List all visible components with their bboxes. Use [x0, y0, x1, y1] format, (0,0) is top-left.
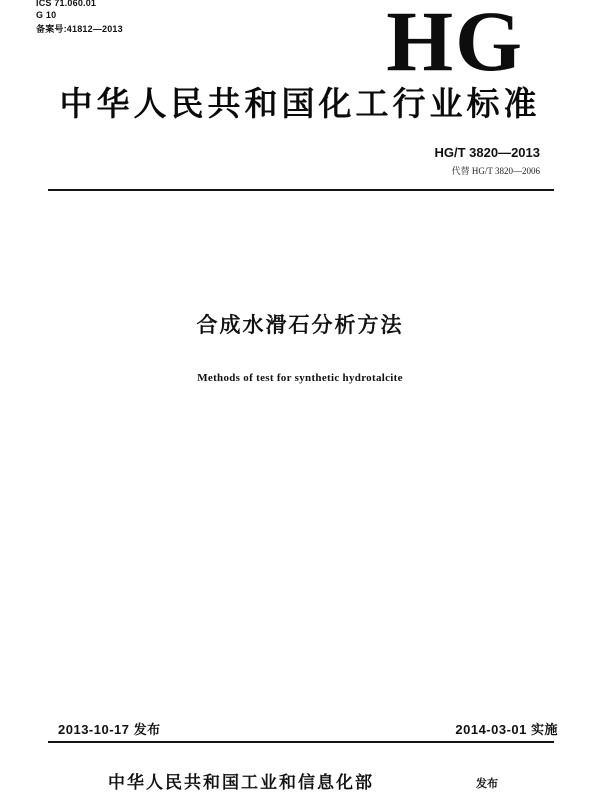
publisher-name: 中华人民共和国工业和信息化部 — [108, 773, 374, 793]
publish-label: 发布 — [476, 777, 498, 790]
record-number: 备案号:41812—2013 — [36, 24, 123, 34]
bottom-divider — [48, 741, 554, 743]
standard-number: HG/T 3820—2013 — [434, 145, 540, 160]
top-divider — [48, 189, 554, 191]
replaces-standard: 代替 HG/T 3820—2006 — [451, 166, 540, 176]
document-title-chinese: 合成水滑石分析方法 — [196, 313, 404, 337]
classification-code: G 10 — [36, 10, 57, 20]
effective-date: 2014-03-01 实施 — [455, 722, 558, 737]
issue-date: 2013-10-17 发布 — [58, 722, 161, 737]
ics-code: ICS 71.060.01 — [36, 0, 97, 8]
hg-logo: HG — [386, 0, 524, 89]
document-title-english: Methods of test for synthetic hydrotalcite — [197, 372, 403, 384]
standard-category-title: 中华人民共和国化工行业标准 — [59, 84, 541, 123]
